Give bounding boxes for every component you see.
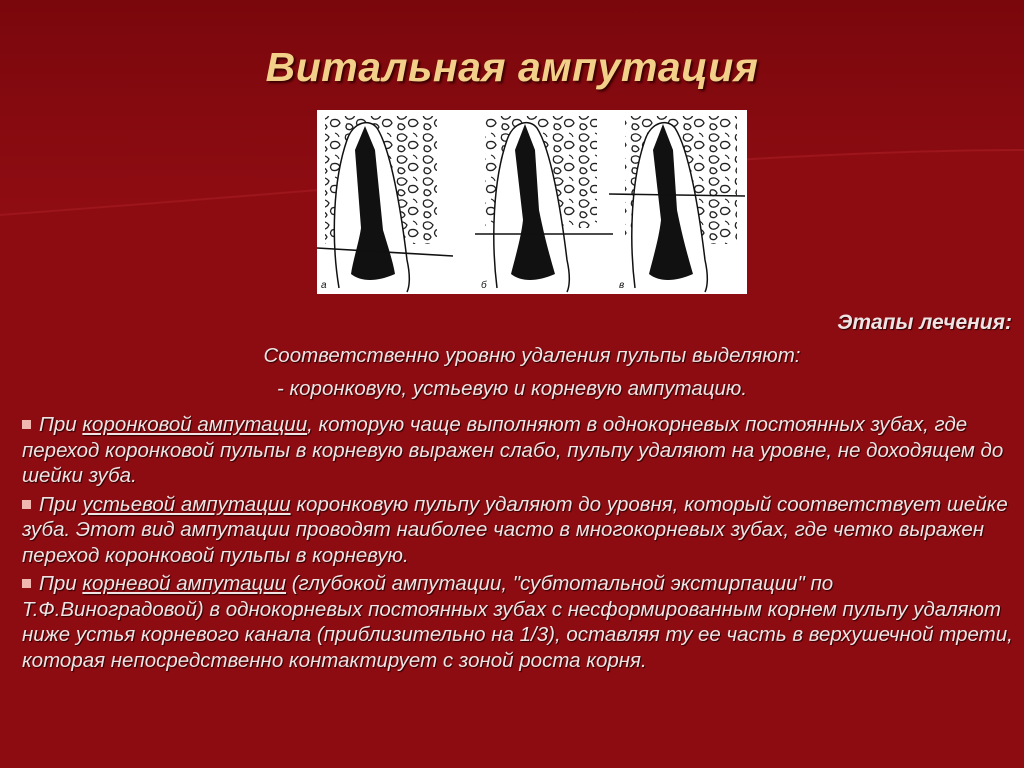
bullet-text: (глубокой ампутации, "субтотальной экстирпации" по Т.Ф.Виноградовой) в однокорневых постоянных зубах с несформированным корнем пульпу удаляют ниже устья корневого канала (приблизительно на 1/3), оставляя ту ее часть в верхушечной трети, которая непосредственно контактирует с зоной роста корня. xyxy=(22,572,1013,672)
tooth-amputation-figure xyxy=(317,110,747,294)
intro-line: Соответственно уровню удаления пульпы выделяют: xyxy=(263,344,801,367)
bullet-text: , которую чаще выполняют в однокорневых постоянных зубах, где переход коронковой пульпы в корневую выражен слабо, пульпу удаляют на уровне, не доходящем до шейки зуба. xyxy=(22,413,1004,487)
treatment-stages-heading: Этапы лечения: xyxy=(837,311,1012,334)
square-bullet-icon xyxy=(22,420,31,429)
panel-b-label: б xyxy=(481,280,487,291)
square-bullet-icon xyxy=(22,500,31,509)
panel-c-label: в xyxy=(619,280,625,291)
term-coronal-amputation: коронковой ампутации xyxy=(82,413,308,436)
square-bullet-icon xyxy=(22,579,31,588)
bullet-prefix: При xyxy=(39,492,83,516)
amputation-types-line: - коронковую, устьевую и корневую ампутацию. xyxy=(276,377,748,400)
bullet-prefix: При xyxy=(39,572,83,595)
panel-b xyxy=(475,116,613,292)
bullet-list xyxy=(22,412,1014,676)
bullet-orifice xyxy=(22,492,1014,569)
bullet-prefix: При xyxy=(39,413,83,436)
bullet-coronal xyxy=(22,412,1014,489)
page-title: Витальная ампутация xyxy=(265,44,759,90)
panel-c xyxy=(609,116,745,292)
panel-a xyxy=(317,116,453,292)
term-orifice-amputation: устьевой ампутации xyxy=(82,492,291,516)
term-radicular-amputation: корневой ампутации xyxy=(82,572,287,595)
bullet-radicular xyxy=(22,571,1014,673)
bullet-text: коронковую пульпу удаляют до уровня, который соответствует шейке зуба. Этот вид ампутации проводят наиболее часто в многокорневых зубах, где четко выражен переход коронковой пульпы в корневую. xyxy=(22,492,1008,567)
panel-a-label: а xyxy=(321,280,327,291)
